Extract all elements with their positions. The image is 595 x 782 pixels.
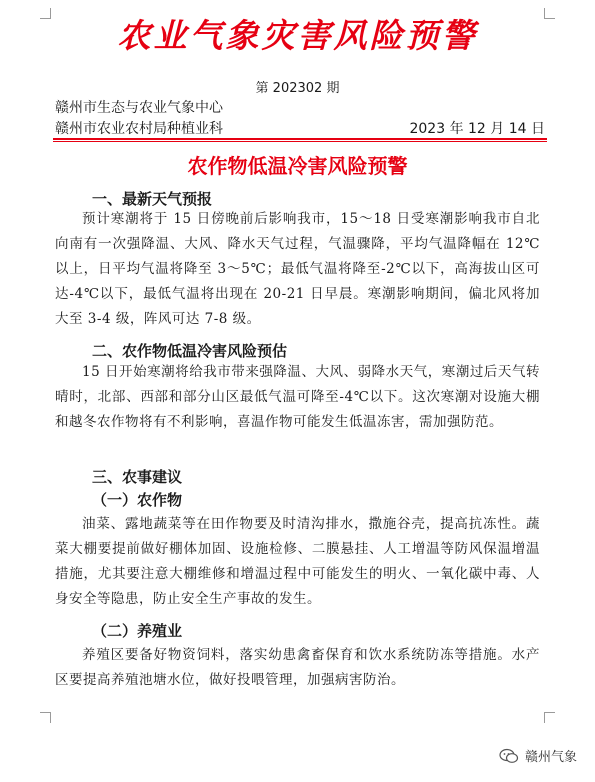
section-text-forecast: 预计寒潮将于 15 日傍晚前后影响我市，15～18 日受寒潮影响我市自北向南有一次强降温、大风、降水天气过程，气温骤降，平均气温降幅在 12℃以上，日平均气温将降至 3～5℃；最低气温将降至-2℃以下，高海拔山区可达-4℃以下，最低气温将出现在 20-21 日早晨。寒潮影响期间，偏北风将加大至 3-4 级，阵风可达 7-8 级。 xyxy=(55,211,540,327)
issue-number: 第 202302 期 xyxy=(255,81,340,96)
issue-date: 2023 年 12 月 14 日 xyxy=(409,121,545,137)
issuing-org-2: 赣州市农业农村局种植业科 xyxy=(55,121,223,137)
header-divider xyxy=(53,138,547,140)
issuing-org-1: 赣州市生态与农业气象中心 xyxy=(55,100,223,116)
section-text-risk: 15 日开始寒潮将给我市带来强降温、大风、弱降水天气，寒潮过后天气转晴时，北部、西部和部分山区最低气温可降至-4℃以下。这次寒潮对设施大棚和越冬农作物将有不利影响，喜温作物可能发生低温冻害，需加强防范。 xyxy=(55,364,540,430)
crop-mark-bottom-right xyxy=(544,712,555,723)
subsection-text-livestock: 养殖区要备好物资饲料，落实幼患禽畜保育和饮水系统防冻等措施。水产区要提高养殖池塘水位，做好投喂管理，加强病害防治。 xyxy=(55,647,540,688)
watermark-label: 赣州气象 xyxy=(524,750,577,765)
source-watermark xyxy=(499,746,577,765)
subsection-text-crops: 油菜、露地蔬菜等在田作物要及时清沟排水，撒施谷壳，提高抗冻性。蔬菜大棚要提前做好棚体加固、设施检修、二膜悬挂、人工增温等防风保温增温措施，尤其要注意大棚维修和增温过程中可能发生的明火、一氧化碳中毒、人身安全等隐患，防止安全生产事故的发生。 xyxy=(55,516,540,607)
section-heading-advice: 三、农事建议 xyxy=(92,468,183,486)
article-title: 农作物低温冷害风险预警 xyxy=(187,154,408,178)
section-heading-forecast: 一、最新天气预报 xyxy=(92,190,213,208)
header-divider-thin xyxy=(53,141,547,142)
subsection-heading-livestock: （二）养殖业 xyxy=(92,622,183,640)
subsection-heading-crops: （一）农作物 xyxy=(92,491,183,509)
crop-mark-bottom-left xyxy=(40,712,51,723)
wechat-icon xyxy=(499,748,519,764)
masthead-title: 农业气象灾害风险预警 xyxy=(117,16,478,55)
section-heading-risk: 二、农作物低温冷害风险预估 xyxy=(92,342,288,360)
